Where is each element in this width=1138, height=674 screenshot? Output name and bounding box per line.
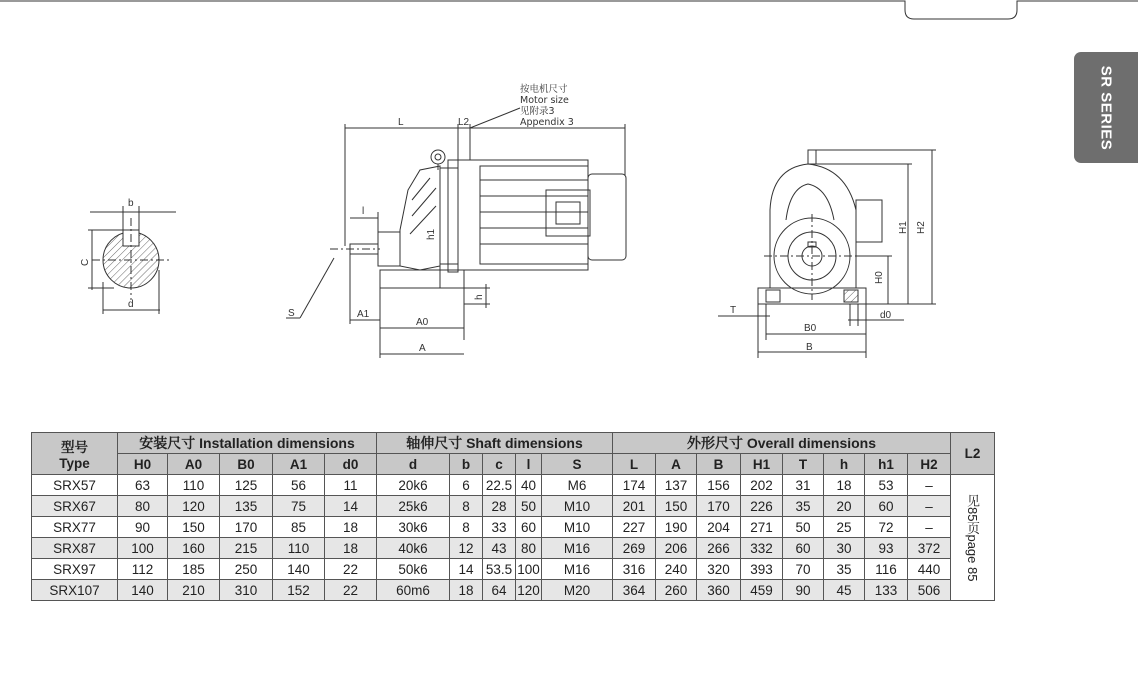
- series-label: SR SERIES: [1097, 65, 1115, 150]
- cell-h: 45: [824, 580, 865, 601]
- dim-A0-label: A0: [416, 317, 429, 328]
- cell-b: 360: [697, 580, 741, 601]
- cell-h2: 440: [908, 559, 951, 580]
- dim-B0-label: B0: [804, 323, 817, 334]
- table-row: [32, 496, 995, 517]
- cell-c: 53.5: [483, 559, 516, 580]
- cell-b: 12: [450, 538, 483, 559]
- col-header-b0: B0: [220, 454, 273, 475]
- type-cell: SRX87: [32, 538, 118, 559]
- motor-note-line1: 按电机尺寸: [520, 84, 568, 95]
- table-row: [32, 559, 995, 580]
- cell-t: 31: [783, 475, 824, 496]
- cell-d: 60m6: [377, 580, 450, 601]
- l2-note-cell: [951, 475, 995, 601]
- table-row: [32, 517, 995, 538]
- cell-h0: 90: [118, 517, 168, 538]
- type-header-en: Type: [59, 456, 90, 471]
- table-row: [32, 580, 995, 601]
- table-body: [32, 475, 995, 601]
- dim-S-label: S: [288, 308, 295, 319]
- cell-b0: 170: [220, 517, 273, 538]
- cell-l: 316: [613, 559, 656, 580]
- dim-A-label: A: [419, 343, 426, 354]
- cell-s: M10: [542, 517, 613, 538]
- cell-b0: 310: [220, 580, 273, 601]
- cell-l: 50: [516, 496, 542, 517]
- cell-h1: 226: [741, 496, 783, 517]
- cell-l: 364: [613, 580, 656, 601]
- cell-c: 28: [483, 496, 516, 517]
- dim-l-label: l: [362, 206, 365, 217]
- motor-note-line4: Appendix 3: [520, 117, 574, 128]
- cell-d: 25k6: [377, 496, 450, 517]
- cell-b: 8: [450, 517, 483, 538]
- dim-c-label: C: [80, 258, 91, 266]
- cell-h0: 63: [118, 475, 168, 496]
- cell-b0: 215: [220, 538, 273, 559]
- motor-note-line3: 见附录3: [520, 106, 555, 117]
- cell-h1: 202: [741, 475, 783, 496]
- cell-a0: 185: [168, 559, 220, 580]
- cell-d0: 14: [325, 496, 377, 517]
- table-column-header-row: [32, 454, 995, 475]
- cell-a: 190: [656, 517, 697, 538]
- cell-l: 100: [516, 559, 542, 580]
- cell-b0: 125: [220, 475, 273, 496]
- group-installation-header: 安装尺寸 Installation dimensions: [118, 433, 377, 454]
- cell-h2: –: [908, 517, 951, 538]
- cell-h1: 459: [741, 580, 783, 601]
- cell-a: 206: [656, 538, 697, 559]
- cell-d0: 11: [325, 475, 377, 496]
- cell-l: 60: [516, 517, 542, 538]
- cell-h1: 60: [865, 496, 908, 517]
- cell-s: M6: [542, 475, 613, 496]
- dim-h-label: h: [474, 294, 485, 300]
- cell-a1: 85: [273, 517, 325, 538]
- cell-l: 120: [516, 580, 542, 601]
- cell-b: 18: [450, 580, 483, 601]
- dim-L2-label: L2: [458, 117, 470, 128]
- type-header: [32, 433, 118, 475]
- col-header-h0: H0: [118, 454, 168, 475]
- dim-L-label: L: [398, 117, 404, 128]
- cell-a0: 110: [168, 475, 220, 496]
- cell-h2: –: [908, 496, 951, 517]
- col-header-l: L: [613, 454, 656, 475]
- cell-t: 70: [783, 559, 824, 580]
- cell-d: 50k6: [377, 559, 450, 580]
- cell-h0: 140: [118, 580, 168, 601]
- cell-a1: 110: [273, 538, 325, 559]
- col-header-d0: d0: [325, 454, 377, 475]
- front-view: [718, 150, 936, 358]
- cell-b: 204: [697, 517, 741, 538]
- cell-d: 30k6: [377, 517, 450, 538]
- col-header-d: d: [377, 454, 450, 475]
- cell-d: 20k6: [377, 475, 450, 496]
- cell-h: 30: [824, 538, 865, 559]
- cell-b: 156: [697, 475, 741, 496]
- cell-a: 137: [656, 475, 697, 496]
- table-row: [32, 475, 995, 496]
- col-header-h1: H1: [741, 454, 783, 475]
- type-cell: SRX107: [32, 580, 118, 601]
- cell-b0: 250: [220, 559, 273, 580]
- dim-H2-label: H2: [916, 221, 927, 234]
- cell-a: 260: [656, 580, 697, 601]
- cell-a1: 152: [273, 580, 325, 601]
- cell-a0: 120: [168, 496, 220, 517]
- cell-h2: 506: [908, 580, 951, 601]
- cell-h: 18: [824, 475, 865, 496]
- cell-d: 40k6: [377, 538, 450, 559]
- l2-note: 见85页page 85: [965, 493, 980, 582]
- cell-l: 40: [516, 475, 542, 496]
- dimension-table: [31, 432, 995, 601]
- cell-d0: 22: [325, 559, 377, 580]
- cell-d0: 22: [325, 580, 377, 601]
- cell-s: M16: [542, 559, 613, 580]
- cell-a0: 210: [168, 580, 220, 601]
- col-header-h1: h1: [865, 454, 908, 475]
- cell-l: 80: [516, 538, 542, 559]
- dim-H0-label: H0: [874, 271, 885, 284]
- cell-c: 43: [483, 538, 516, 559]
- cell-l: 227: [613, 517, 656, 538]
- cell-l: 269: [613, 538, 656, 559]
- cell-b: 14: [450, 559, 483, 580]
- cell-b: 8: [450, 496, 483, 517]
- cell-h1: 93: [865, 538, 908, 559]
- cell-b: 6: [450, 475, 483, 496]
- cell-h1: 53: [865, 475, 908, 496]
- col-header-a: A: [656, 454, 697, 475]
- cell-d0: 18: [325, 517, 377, 538]
- cell-b: 170: [697, 496, 741, 517]
- cell-h0: 100: [118, 538, 168, 559]
- cell-d0: 18: [325, 538, 377, 559]
- cell-h: 25: [824, 517, 865, 538]
- cell-s: M10: [542, 496, 613, 517]
- col-header-b: B: [697, 454, 741, 475]
- key-section: [88, 206, 176, 314]
- cell-a0: 150: [168, 517, 220, 538]
- table-group-header-row: [32, 433, 995, 454]
- cell-c: 64: [483, 580, 516, 601]
- side-view: [286, 108, 626, 358]
- cell-h1: 393: [741, 559, 783, 580]
- cell-a: 150: [656, 496, 697, 517]
- cell-h: 35: [824, 559, 865, 580]
- cell-t: 90: [783, 580, 824, 601]
- dim-d0-label: d0: [880, 310, 892, 321]
- cell-a1: 75: [273, 496, 325, 517]
- cell-b: 320: [697, 559, 741, 580]
- dim-A1-label: A1: [357, 309, 370, 320]
- type-cell: SRX57: [32, 475, 118, 496]
- cell-h1: 133: [865, 580, 908, 601]
- col-header-a0: A0: [168, 454, 220, 475]
- cell-a0: 160: [168, 538, 220, 559]
- table-row: [32, 538, 995, 559]
- cell-b0: 135: [220, 496, 273, 517]
- col-header-c: c: [483, 454, 516, 475]
- dim-b-label: b: [128, 198, 134, 209]
- cell-h0: 112: [118, 559, 168, 580]
- col-header-h2: H2: [908, 454, 951, 475]
- cell-c: 22.5: [483, 475, 516, 496]
- group-shaft-header: 轴伸尺寸 Shaft dimensions: [377, 433, 613, 454]
- cell-h1: 271: [741, 517, 783, 538]
- cell-h1: 116: [865, 559, 908, 580]
- cell-s: M20: [542, 580, 613, 601]
- col-header-b: b: [450, 454, 483, 475]
- cell-l: 174: [613, 475, 656, 496]
- group-overall-header: 外形尺寸 Overall dimensions: [613, 433, 951, 454]
- type-cell: SRX97: [32, 559, 118, 580]
- cell-t: 60: [783, 538, 824, 559]
- col-header-l2: L2: [951, 433, 995, 475]
- dim-d-label: d: [128, 299, 134, 310]
- dim-h1-label: h1: [426, 228, 437, 240]
- type-cell: SRX77: [32, 517, 118, 538]
- cell-h2: –: [908, 475, 951, 496]
- cell-a1: 56: [273, 475, 325, 496]
- dim-H1-label: H1: [898, 221, 909, 234]
- cell-b: 266: [697, 538, 741, 559]
- cell-h: 20: [824, 496, 865, 517]
- cell-l: 201: [613, 496, 656, 517]
- dim-B-label: B: [806, 342, 813, 353]
- cell-h2: 372: [908, 538, 951, 559]
- cell-a: 240: [656, 559, 697, 580]
- dim-T-label: T: [730, 305, 737, 316]
- motor-note-line2: Motor size: [520, 95, 569, 106]
- cell-t: 50: [783, 517, 824, 538]
- col-header-l: l: [516, 454, 542, 475]
- col-header-h: h: [824, 454, 865, 475]
- cell-a1: 140: [273, 559, 325, 580]
- col-header-t: T: [783, 454, 824, 475]
- cell-h0: 80: [118, 496, 168, 517]
- cell-h1: 72: [865, 517, 908, 538]
- cell-c: 33: [483, 517, 516, 538]
- type-header-zh: 型号: [61, 440, 88, 455]
- type-cell: SRX67: [32, 496, 118, 517]
- cell-t: 35: [783, 496, 824, 517]
- cell-h1: 332: [741, 538, 783, 559]
- col-header-s: S: [542, 454, 613, 475]
- col-header-a1: A1: [273, 454, 325, 475]
- cell-s: M16: [542, 538, 613, 559]
